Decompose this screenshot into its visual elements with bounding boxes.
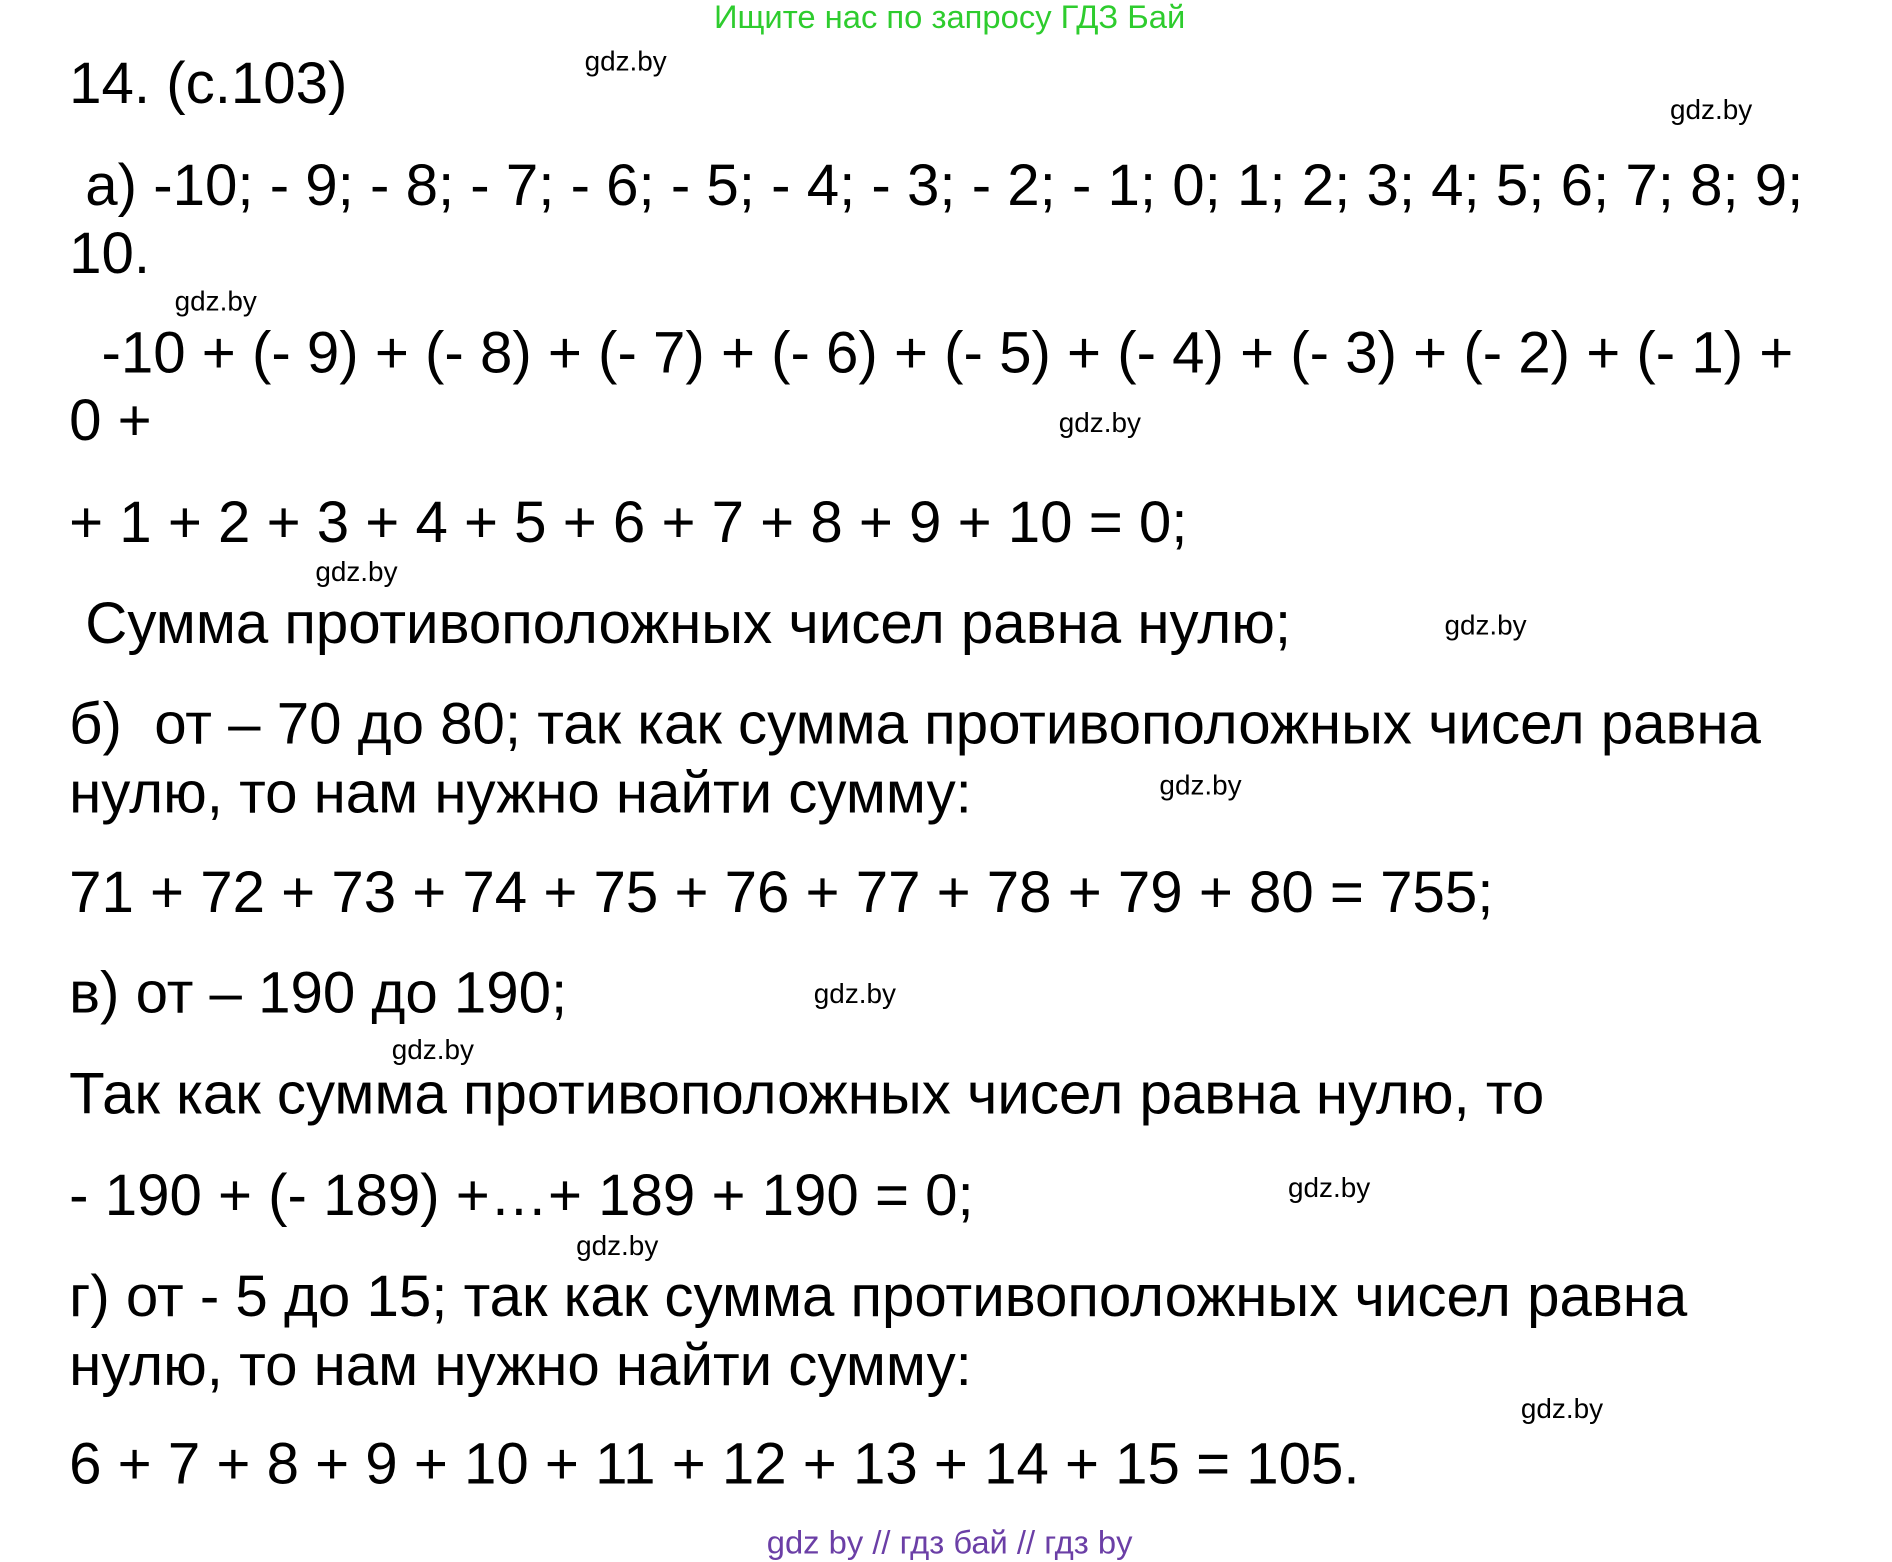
watermark: gdz.by: [1287, 1171, 1371, 1204]
header-banner: Ищите нас по запросу ГДЗ Бай: [713, 0, 1186, 36]
line-g-sum: 6 + 7 + 8 + 9 + 10 + 11 + 12 + 13 + 14 + 15 = 105.: [69, 1432, 1360, 1497]
line-a-list-end: 10.: [69, 221, 151, 287]
line-a-sum-cont: 0 +: [69, 389, 152, 454]
footer-banner: gdz by // гдз бай // гдз by: [766, 1524, 1133, 1561]
watermark: gdz.by: [1444, 608, 1527, 641]
line-v-text: Так как сумма противоположных чисел равна нулю, то: [69, 1062, 1545, 1127]
line-g-range: г) от - 5 до 15; так как сумма противоположных чисел равна: [69, 1264, 1688, 1330]
watermark: gdz.by: [813, 977, 896, 1010]
line-a-conclusion: Сумма противоположных чисел равна нулю;: [69, 591, 1292, 657]
watermark: gdz.by: [1520, 1392, 1604, 1424]
watermark: gdz.by: [315, 555, 398, 587]
line-b-text: нулю, то нам нужно найти сумму:: [69, 761, 972, 826]
line-g-text: нулю, то нам нужно найти сумму:: [69, 1334, 972, 1399]
watermark: gdz.by: [391, 1033, 474, 1065]
line-b-range: б) от – 70 до 80; так как сумма противоположных чисел равна: [69, 692, 1761, 757]
line-a-sum-end: + 1 + 2 + 3 + 4 + 5 + 6 + 7 + 8 + 9 + 10 = 0;: [69, 491, 1188, 556]
watermark: gdz.by: [1159, 768, 1242, 801]
line-v-range: в) от – 190 до 190;: [69, 961, 568, 1027]
watermark: gdz.by: [1058, 406, 1141, 438]
line-a-list: а) -10; - 9; - 8; - 7; - 6; - 5; - 4; - 3; - 2; - 1; 0; 1; 2; 3; 4; 5; 6; 7; 8; 9;: [69, 154, 1804, 219]
watermark: gdz.by: [174, 285, 257, 317]
exercise-title: 14. (с.103): [69, 52, 348, 117]
watermark: gdz.by: [576, 1229, 659, 1262]
line-v-sum: - 190 + (- 189) +…+ 189 + 190 = 0;: [69, 1164, 974, 1229]
watermark: gdz.by: [1670, 93, 1753, 125]
line-a-sum: -10 + (- 9) + (- 8) + (- 7) + (- 6) + (- 5) + (- 4) + (- 3) + (- 2) + (- 1) +: [69, 321, 1794, 386]
watermark: gdz.by: [584, 44, 667, 77]
line-b-sum: 71 + 72 + 73 + 74 + 75 + 76 + 77 + 78 + 79 + 80 = 755;: [69, 861, 1494, 926]
